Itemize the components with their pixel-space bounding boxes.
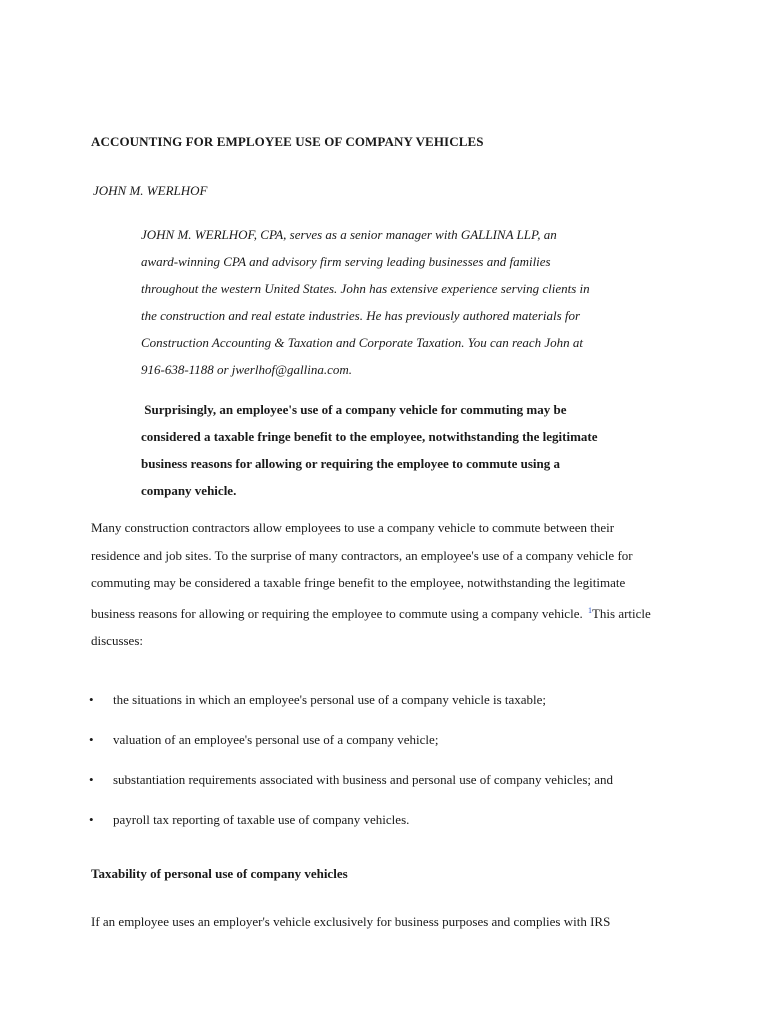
bio-line: JOHN M. WERLHOF, CPA, serves as a senior manager with GALLINA LLP, an	[141, 227, 557, 242]
list-item-text: payroll tax reporting of taxable use of company vehicles.	[113, 812, 410, 827]
pullquote-line: company vehicle.	[141, 483, 237, 498]
list-item	[89, 772, 709, 812]
list-item-text: substantiation requirements associated with business and personal use of company vehicles; and	[113, 772, 614, 787]
intro-line: residence and job sites. To the surprise of many contractors, an employee's use of a company vehicle for	[91, 547, 633, 563]
bio-line: award-winning CPA and advisory firm serving leading businesses and families	[141, 254, 551, 269]
bio-line: Construction Accounting & Taxation and Corporate Taxation. You can reach John at	[141, 335, 584, 350]
section-heading: Taxability of personal use of company vehicles	[91, 866, 348, 881]
pullquote-line: Surprisingly, an employee's use of a company vehicle for commuting may be	[141, 402, 567, 417]
bullet-icon: •	[89, 772, 94, 787]
bio-line: throughout the western United States. John has extensive experience serving clients in	[141, 281, 590, 296]
pullquote-line: considered a taxable fringe benefit to the employee, notwithstanding the legitimate	[141, 429, 598, 444]
footnote-ref-link[interactable]: 1	[587, 605, 592, 615]
list-item-text: the situations in which an employee's personal use of a company vehicle is taxable;	[113, 692, 547, 707]
bio-line: 916-638-1188 or jwerlhof@gallina.com.	[141, 362, 353, 377]
intro-line-text: business reasons for allowing or requiring the employee to commute using a company vehicle.	[91, 605, 583, 621]
article-title: ACCOUNTING FOR EMPLOYEE USE OF COMPANY VEHICLES	[91, 134, 484, 149]
intro-line: Many construction contractors allow employees to use a company vehicle to commute between their	[91, 520, 615, 535]
list-item	[89, 692, 709, 732]
intro-paragraph	[91, 514, 691, 655]
bullet-icon: •	[89, 812, 94, 827]
section-paragraph: If an employee uses an employer's vehicle exclusively for business purposes and complies with IRS	[91, 914, 611, 929]
bullet-icon: •	[89, 732, 94, 747]
intro-line: commuting may be considered a taxable fringe benefit to the employee, notwithstanding the legitimate	[91, 575, 626, 590]
author-name: JOHN M. WERLHOF	[93, 183, 208, 198]
list-item	[89, 812, 709, 852]
intro-line-tail: This article	[591, 605, 651, 621]
topics-list	[89, 692, 709, 852]
bullet-icon: •	[89, 692, 94, 707]
pullquote-line: business reasons for allowing or requiring the employee to commute using a	[141, 456, 561, 471]
bio-line: the construction and real estate industries. He has previously authored materials for	[141, 308, 581, 323]
intro-line: discusses:	[91, 633, 143, 648]
list-item-text: valuation of an employee's personal use of a company vehicle;	[113, 732, 439, 747]
pull-quote	[141, 396, 641, 504]
intro-line-with-footnote	[91, 597, 691, 628]
list-item	[89, 732, 709, 772]
author-bio	[141, 221, 641, 383]
